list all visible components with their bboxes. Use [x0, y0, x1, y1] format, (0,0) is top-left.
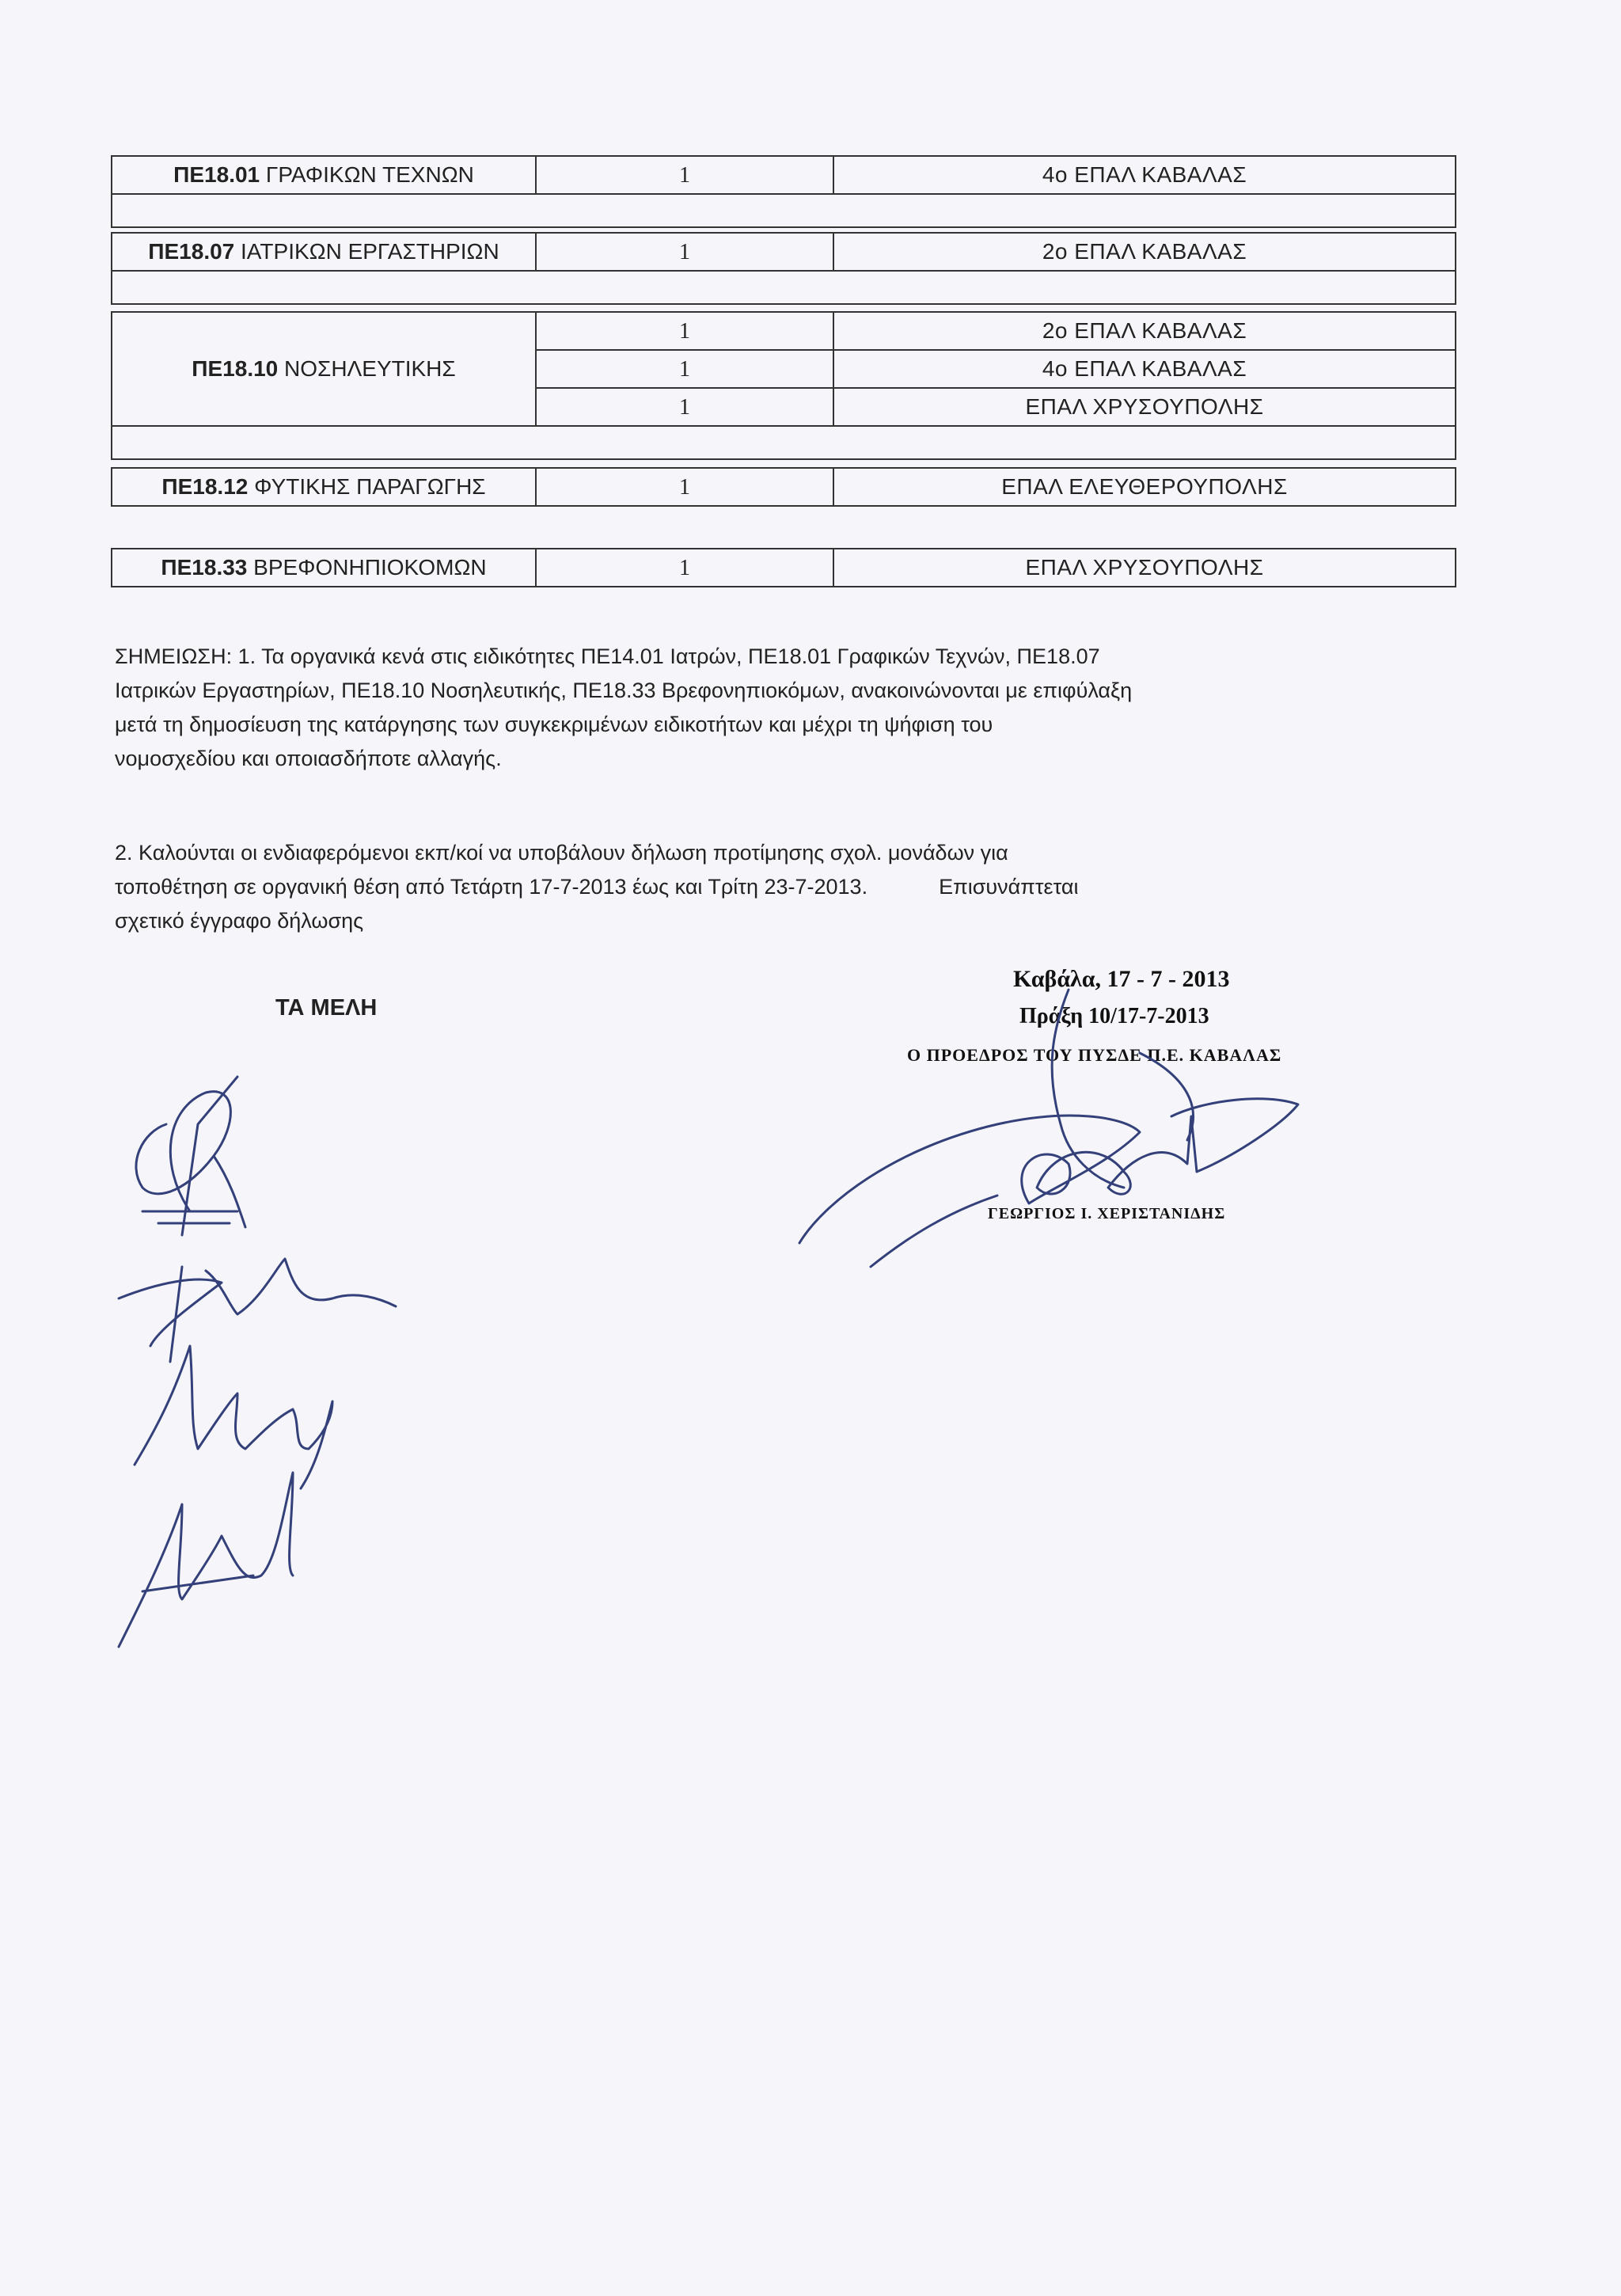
count-cell	[536, 156, 833, 194]
note-1-line: μετά τη δημοσίευση της κατάργησης των συγκεκριμένων ειδικοτήτων και μέχρι τη ψήφιση του	[115, 713, 993, 736]
table-row	[112, 468, 1456, 506]
specialty-block-pe1810	[111, 311, 1456, 460]
spacer-cell	[112, 426, 1456, 459]
note-2	[115, 836, 1460, 938]
note-1-line: νομοσχεδίου και οποιασδήποτε αλλαγής.	[115, 747, 502, 770]
note-2-line: σχετικό έγγραφο δήλωσης	[115, 909, 364, 933]
specialty-cell	[112, 233, 536, 271]
spacer-cell	[112, 194, 1456, 227]
specialty-block-pe1801	[111, 155, 1456, 228]
president-signature	[799, 990, 1298, 1267]
specialty-table	[111, 311, 1456, 460]
specialty-code: ΠΕ18.33	[161, 555, 248, 580]
count-value: 1	[679, 318, 690, 344]
specialty-code: ΠΕ18.01	[173, 162, 260, 187]
table-row	[112, 156, 1456, 194]
count-cell	[536, 312, 833, 350]
specialty-name: ΦΥΤΙΚΗΣ ΠΑΡΑΓΩΓΗΣ	[254, 474, 486, 499]
note-1-line: ΣΗΜΕΙΩΣΗ: 1. Τα οργανικά κενά στις ειδικότητες ΠΕ14.01 Ιατρών, ΠΕ18.01 Γραφικών Τεχνών, ΠΕ18.07	[115, 644, 1100, 668]
specialty-name: ΙΑΤΡΙΚΩΝ ΕΡΓΑΣΤΗΡΙΩΝ	[241, 239, 499, 264]
specialty-block-pe1807	[111, 232, 1456, 305]
table-row	[112, 233, 1456, 271]
president-name: ΓΕΩΡΓΙΟΣ Ι. ΧΕΡΙΣΤΑΝΙΔΗΣ	[988, 1205, 1226, 1222]
count-value: 1	[679, 162, 690, 188]
member-signature-4	[119, 1473, 293, 1647]
member-signature-2	[119, 1259, 396, 1362]
specialty-table	[111, 548, 1456, 587]
count-value: 1	[679, 474, 690, 500]
note-2-line2-main: τοποθέτηση σε οργανική θέση από Τετάρτη 17-7-2013 έως και Τρίτη 23-7-2013.	[115, 875, 868, 899]
note-1-line: Ιατρικών Εργαστηρίων, ΠΕ18.10 Νοσηλευτικής, ΠΕ18.33 Βρεφονηπιοκόμων, ανακοινώνονται με επιφύλαξη	[115, 679, 1133, 702]
school-cell: ΕΠΑΛ ΕΛΕΥΘΕΡΟΥΠΟΛΗΣ	[833, 468, 1456, 506]
table-spacer-row	[112, 194, 1456, 227]
specialty-name: ΓΡΑΦΙΚΩΝ ΤΕΧΝΩΝ	[265, 162, 474, 187]
note-2-line: 2. Καλούνται οι ενδιαφερόμενοι εκπ/κοί να υποβάλουν δήλωση προτίμησης σχολ. μονάδων για	[115, 841, 1008, 865]
spacer-cell	[112, 271, 1456, 304]
president-title: Ο ΠΡΟΕΔΡΟΣ ΤΟΥ ΠΥΣΔΕ Π.Ε. ΚΑΒΑΛΑΣ	[907, 1045, 1282, 1065]
table-spacer-row	[112, 271, 1456, 304]
school-cell: 2ο ΕΠΑΛ ΚΑΒΑΛΑΣ	[833, 233, 1456, 271]
table-row	[112, 312, 1456, 350]
school-cell: ΕΠΑΛ ΧΡΥΣΟΥΠΟΛΗΣ	[833, 549, 1456, 587]
count-cell	[536, 549, 833, 587]
specialty-table	[111, 155, 1456, 228]
specialty-name: ΒΡΕΦΟΝΗΠΙΟΚΟΜΩΝ	[253, 555, 487, 580]
place-date: Καβάλα, 17 - 7 - 2013	[1013, 966, 1230, 992]
specialty-code: ΠΕ18.07	[148, 239, 235, 264]
note-2-line2-end: Επισυνάπτεται	[939, 875, 1079, 899]
count-cell	[536, 233, 833, 271]
specialty-code: ΠΕ18.12	[161, 474, 249, 499]
specialty-block-pe1833	[111, 548, 1456, 587]
count-value: 1	[679, 555, 690, 580]
specialty-cell	[112, 468, 536, 506]
school-cell: ΕΠΑΛ ΧΡΥΣΟΥΠΟΛΗΣ	[833, 388, 1456, 426]
specialty-cell	[112, 312, 536, 426]
table-spacer-row	[112, 426, 1456, 459]
note-1	[115, 640, 1460, 776]
act-number: Πράξη 10/17-7-2013	[1019, 1004, 1209, 1028]
member-signature-3	[135, 1346, 332, 1488]
school-cell: 2ο ΕΠΑΛ ΚΑΒΑΛΑΣ	[833, 312, 1456, 350]
members-label: ΤΑ ΜΕΛΗ	[275, 995, 378, 1021]
count-cell	[536, 350, 833, 388]
note-2-line	[115, 870, 1460, 904]
school-cell: 4ο ΕΠΑΛ ΚΑΒΑΛΑΣ	[833, 156, 1456, 194]
school-cell: 4ο ΕΠΑΛ ΚΑΒΑΛΑΣ	[833, 350, 1456, 388]
count-value: 1	[679, 356, 690, 382]
specialty-block-pe1812	[111, 467, 1456, 507]
specialty-code: ΠΕ18.10	[192, 356, 279, 381]
specialty-cell	[112, 156, 536, 194]
count-cell	[536, 468, 833, 506]
count-cell	[536, 388, 833, 426]
specialty-cell	[112, 549, 536, 587]
table-row	[112, 549, 1456, 587]
member-signature-1	[136, 1077, 245, 1235]
specialty-table	[111, 232, 1456, 305]
count-value: 1	[679, 239, 690, 264]
count-value: 1	[679, 394, 690, 420]
specialty-table	[111, 467, 1456, 507]
specialty-name: ΝΟΣΗΛΕΥΤΙΚΗΣ	[284, 356, 456, 381]
